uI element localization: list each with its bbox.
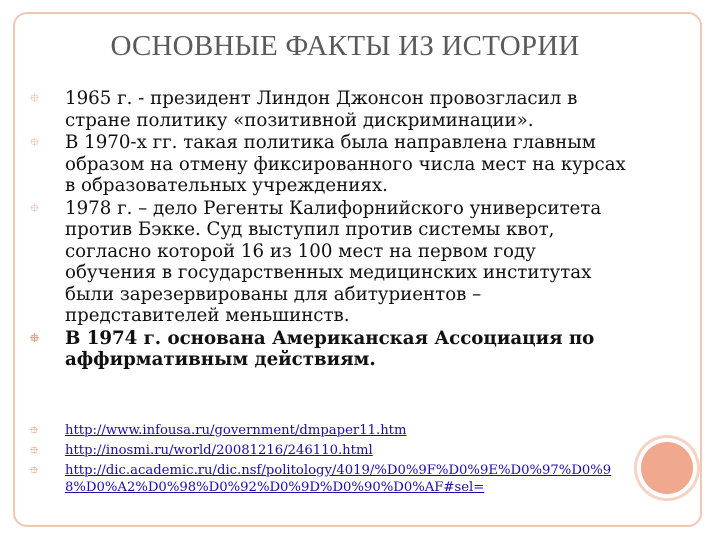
source-link-academic[interactable] (30, 462, 630, 496)
decorative-circle (641, 442, 693, 494)
open-box-bullet-icon: ⯐ (30, 464, 39, 477)
bullet-item-1965 (30, 88, 630, 131)
open-box-bullet-icon: ⯐ (30, 135, 40, 149)
slide-title: ОСНОВНЫЕ ФАКТЫ ИЗ ИСТОРИИ (110, 30, 580, 62)
open-box-bullet-icon: ⯐ (30, 444, 39, 457)
link-text[interactable]: http://dic.academic.ru/dic.nsf/politology/4019/%D0%9F%D0%9E%D0%97%D0%98%D0%A2%D0%98%D0%92%D0%9D%D0%90%D0%AF#sel= (65, 463, 612, 495)
bullet-text: В 1974 г. основана Американская Ассоциация по аффирмативным действиям. (65, 327, 595, 370)
bullet-item-1970s (30, 132, 630, 197)
open-box-bullet-icon: ⯐ (30, 91, 40, 105)
open-box-bullet-icon: ⯐ (30, 424, 39, 437)
bullet-text: В 1970-х гг. такая политика была направлена главным образом на отмену фиксированного числа мест на курсах в образовательных учреждениях. (65, 132, 626, 196)
link-text[interactable]: http://www.infousa.ru/government/dmpaper11.htm (65, 423, 407, 438)
open-box-bullet-icon: ⯐ (30, 200, 40, 215)
bullet-item-1974 (30, 328, 630, 371)
bullet-text: 1978 г. – дело Регенты Калифорнийского университета против Бэкке. Суд выступил против системы квот, согласно которой 16 из 100 мест на первом году обучения в государственных медицинских институтах были зарезервированы для абитуриентов – представителей меньшинств. (65, 197, 602, 326)
bullet-item-1978 (30, 198, 630, 327)
bullet-text: 1965 г. - президент Линдон Джонсон провозгласил в стране политику «позитивной дискриминации». (65, 88, 578, 131)
link-text[interactable]: http://inosmi.ru/world/20081216/246110.html (65, 443, 373, 458)
source-links (30, 422, 630, 499)
bullet-list (30, 88, 630, 372)
source-link-inosmi[interactable] (30, 442, 630, 459)
open-box-bullet-icon: ⯐ (30, 330, 40, 345)
source-link-infousa[interactable] (30, 422, 630, 439)
